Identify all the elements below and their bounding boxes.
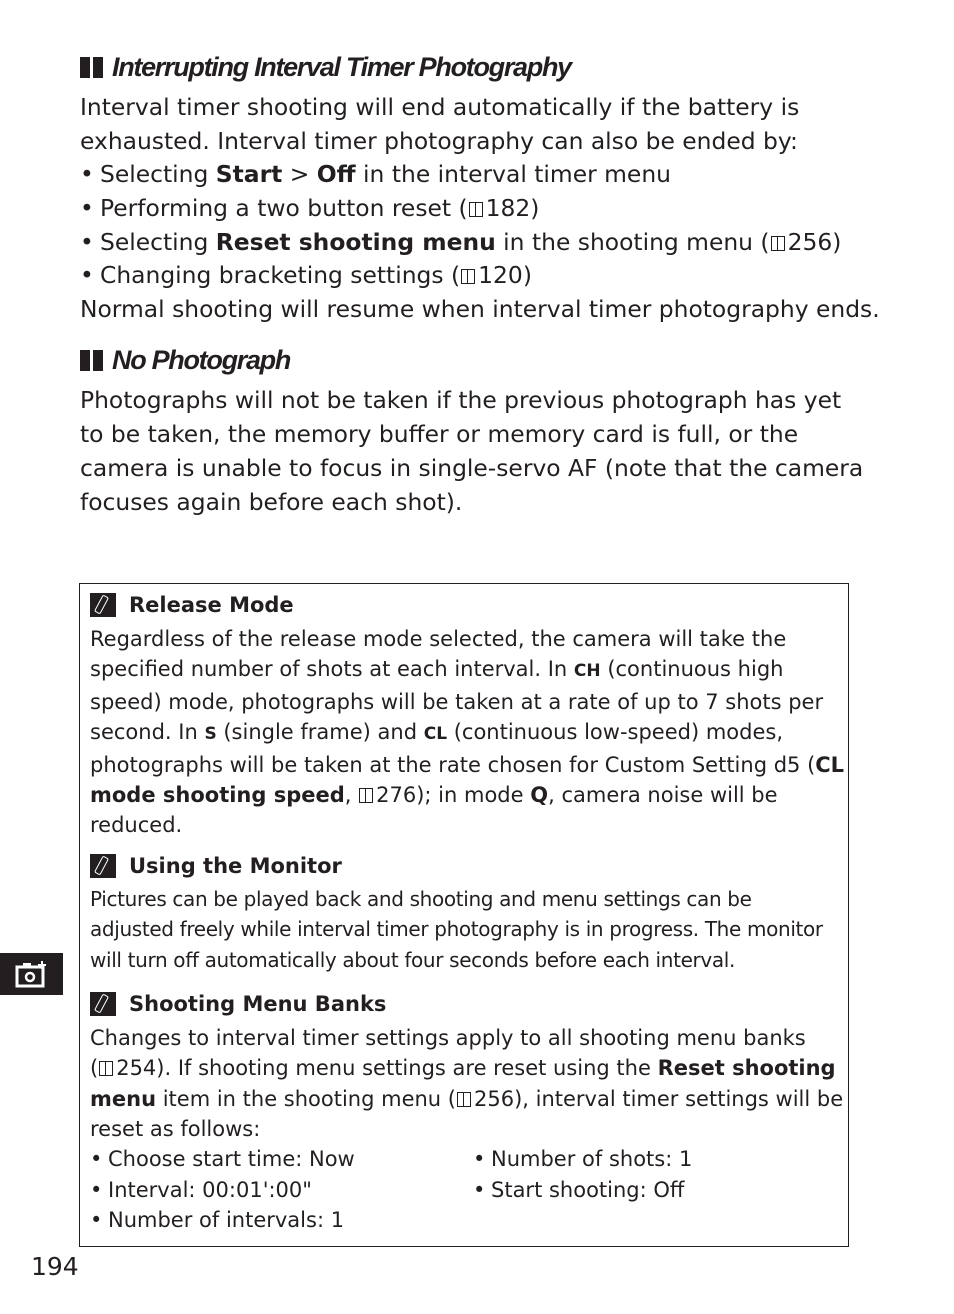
menu-term: Start — [215, 160, 283, 188]
book-ref-icon — [461, 269, 475, 284]
bullet-text: Changing bracketing settings ( — [100, 261, 461, 289]
bullet-dot: • — [80, 160, 94, 188]
note-title-shooting-menu-banks — [90, 990, 386, 1018]
closing-paragraph — [80, 292, 880, 326]
book-ref-icon — [469, 202, 483, 217]
release-mode-text — [90, 624, 844, 841]
heading-text: Interrupting Interval Timer Photography — [112, 51, 571, 82]
menu-term: menu — [90, 1086, 157, 1111]
note-line: reduced. — [90, 813, 183, 838]
paragraph-line: to be taken, the memory buffer or memory card is full, or the — [80, 420, 799, 448]
bullet-item — [80, 258, 532, 292]
bullet-dot: • — [80, 261, 94, 289]
book-ref-icon — [771, 236, 785, 251]
menu-term: Reset shooting menu — [215, 228, 496, 256]
reset-list-item: • Number of shots: 1 — [473, 1147, 693, 1171]
bullet-dot: • — [80, 228, 94, 256]
note-line: Pictures can be played back and shooting and menu settings can be — [90, 887, 752, 911]
menu-term: Reset shooting — [657, 1056, 836, 1081]
menu-term: CL — [815, 752, 845, 777]
paragraph-line: Interval timer shooting will end automatically if the battery is — [80, 93, 800, 121]
paragraph-line: camera is unable to focus in single-servo AF (note that the camera — [80, 454, 864, 482]
bullet-text: ) — [530, 194, 540, 222]
section-heading-interrupting — [80, 50, 571, 84]
reset-list-item: • Choose start time: Now — [90, 1147, 355, 1171]
pencil-note-icon — [90, 854, 116, 878]
bullet-item — [80, 225, 841, 259]
bullet-text: ) — [522, 261, 532, 289]
banks-text — [90, 1023, 843, 1145]
page-number: 194 — [31, 1252, 79, 1281]
bullet-text: Performing a two button reset ( — [100, 194, 468, 222]
no-photograph-paragraph — [80, 383, 870, 519]
camera-shooting-icon — [14, 959, 50, 989]
note-line: speed) mode, photographs will be taken at a rate of up to 7 shots per — [90, 689, 824, 714]
mode-cl-symbol: CL — [423, 724, 448, 745]
bullet-text: ) — [832, 228, 842, 256]
page-ref: 256 — [787, 228, 833, 256]
note-line: Regardless of the release mode selected, the camera will take the — [90, 627, 787, 651]
note-line: will turn off automatically about four seconds before each interval. — [90, 947, 736, 972]
note-title-using-monitor — [90, 852, 342, 880]
reset-list-item: • Start shooting: Off — [473, 1178, 685, 1202]
bullet-item — [80, 157, 671, 191]
bullet-item — [80, 191, 539, 225]
book-ref-icon — [359, 788, 373, 803]
note-title-text: Using the Monitor — [129, 854, 342, 878]
paragraph-line: Photographs will not be taken if the previous photograph has yet — [80, 386, 842, 414]
note-line: adjusted freely while interval timer photography is in progress. The monitor — [90, 917, 823, 942]
note-line: ( 254). If shooting menu settings are reset using the Reset shooting — [90, 1056, 836, 1081]
pencil-note-icon — [90, 593, 116, 617]
page-ref: 120 — [478, 261, 523, 289]
heading-text: No Photograph — [112, 344, 291, 375]
page-ref: 182 — [485, 194, 531, 222]
bullet-text: in the interval timer menu — [355, 160, 671, 188]
note-line: Changes to interval timer settings apply to all shooting menu banks — [90, 1026, 806, 1050]
note-line: menu item in the shooting menu ( 256), interval timer settings will be — [90, 1086, 844, 1111]
heading-marker-icon — [80, 57, 106, 78]
reset-list-item: • Interval: 00:01':00" — [90, 1178, 312, 1202]
intro-paragraph — [80, 90, 870, 158]
monitor-text — [90, 884, 823, 975]
paragraph-line: exhausted. Interval timer photography can also be ended by: — [80, 127, 798, 155]
heading-marker-icon — [80, 350, 106, 371]
paragraph-line: focuses again before each shot). — [80, 488, 463, 516]
note-line: mode shooting speed, 276); in mode Q, camera noise will be — [90, 783, 778, 808]
note-title-release-mode — [90, 591, 294, 619]
chapter-tab — [0, 953, 63, 995]
note-title-text: Release Mode — [129, 593, 294, 617]
bullet-text: Selecting — [100, 228, 216, 256]
bullet-text: > — [282, 160, 317, 188]
book-ref-icon — [99, 1061, 113, 1076]
mode-ch-symbol: CH — [573, 661, 601, 682]
mode-s-symbol: S — [204, 724, 217, 745]
note-line: second. In S (single frame) and CL (continuous low-speed) modes, — [90, 720, 783, 745]
bullet-text: in the shooting menu ( — [495, 228, 770, 256]
reset-list-item: • Number of intervals: 1 — [90, 1208, 345, 1232]
note-title-text: Shooting Menu Banks — [129, 992, 387, 1016]
menu-term: mode shooting speed — [90, 783, 345, 808]
mode-q-symbol: Q — [530, 783, 549, 808]
bullet-dot: • — [80, 194, 94, 222]
book-ref-icon — [457, 1092, 471, 1107]
paragraph-line: Normal shooting will resume when interval timer photography ends. — [80, 295, 880, 323]
pencil-note-icon — [90, 992, 116, 1016]
note-line: reset as follows: — [90, 1117, 261, 1142]
section-heading-no-photograph — [80, 343, 290, 377]
note-line: specified number of shots at each interval. In CH (continuous high — [90, 657, 784, 682]
bullet-text: Selecting — [100, 160, 216, 188]
note-line: photographs will be taken at the rate chosen for Custom Setting d5 (CL — [90, 752, 845, 777]
menu-term: Off — [316, 160, 356, 188]
